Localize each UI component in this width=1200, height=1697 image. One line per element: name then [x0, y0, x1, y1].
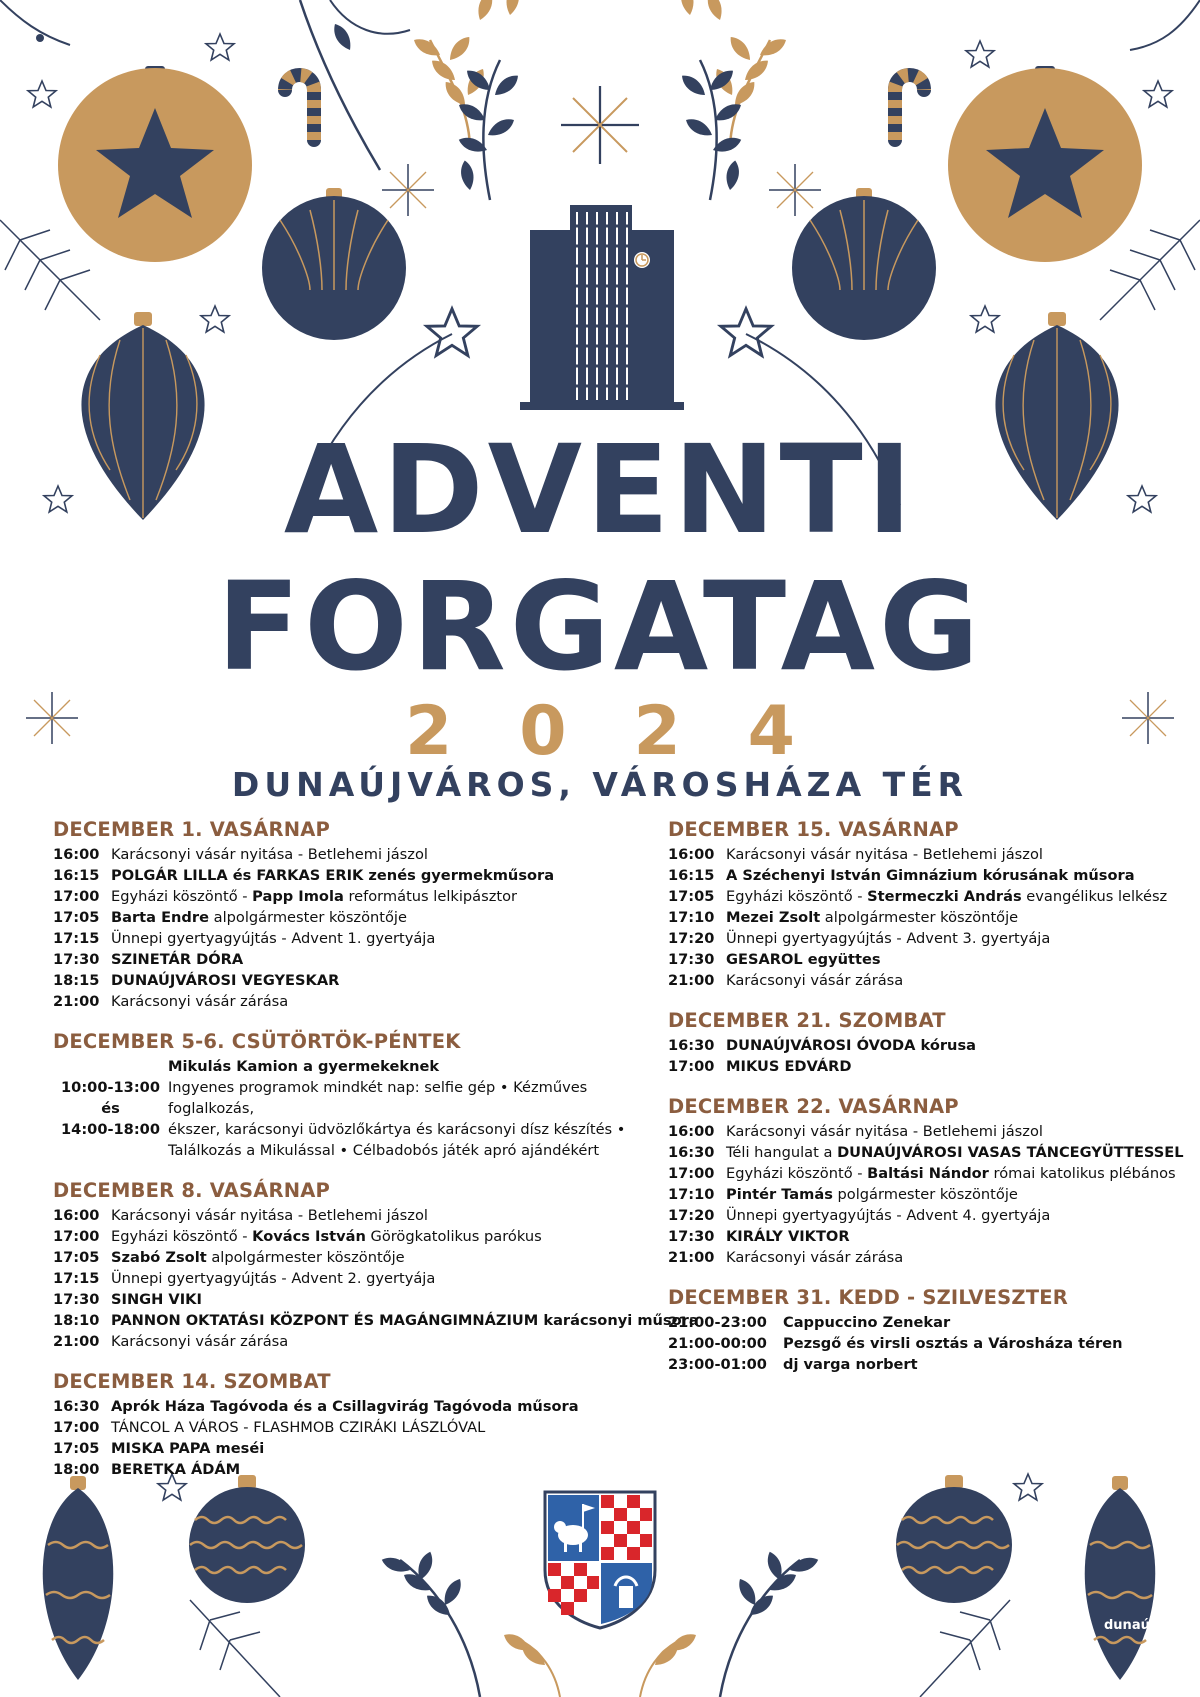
event-time: 16:00	[668, 846, 715, 863]
event-description	[726, 1142, 1184, 1163]
day-heading: DECEMBER 31. KEDD - SZILVESZTER	[668, 1286, 1068, 1309]
event-time: 16:30	[53, 1398, 100, 1415]
event-time: 17:05	[53, 909, 100, 926]
star-outline-icon	[28, 81, 56, 107]
day-block	[53, 1368, 653, 1480]
candy-cane-left-icon	[285, 75, 314, 140]
schedule-row	[53, 1459, 653, 1480]
event-description	[783, 1312, 1168, 1333]
event-text: alpolgármester köszöntője	[208, 909, 407, 926]
year-digit: 2	[633, 692, 681, 771]
event-time: 21:00-00:00	[668, 1335, 767, 1352]
event-text: Barta Endre	[111, 909, 209, 926]
event-description	[111, 1226, 653, 1247]
schedule-row	[668, 1035, 1168, 1056]
event-time: 17:00	[53, 1419, 100, 1436]
event-text: római katolikus plébános	[988, 1165, 1176, 1182]
event-text: református lelkipásztor	[343, 888, 518, 905]
event-description	[726, 1247, 1168, 1268]
day-block	[53, 1028, 653, 1161]
event-time: 17:00	[53, 888, 100, 905]
day-block	[668, 1093, 1184, 1268]
event-time: 18:10	[53, 1312, 100, 1329]
event-description	[726, 1226, 1168, 1247]
day-block	[53, 816, 653, 1012]
event-time: 17:30	[668, 951, 715, 968]
event-description	[111, 886, 653, 907]
star-outline-icon	[201, 306, 229, 332]
event-text: SZINETÁR DÓRA	[111, 951, 244, 968]
event-text: Mezei Zsolt	[726, 909, 821, 926]
event-description	[726, 1121, 1168, 1142]
event-time-conjunction: és	[101, 1100, 120, 1117]
event-time: 17:05	[53, 1440, 100, 1457]
event-text: SINGH VIKI	[111, 1291, 202, 1308]
snowflake-mid-right-icon	[1122, 692, 1174, 744]
schedule-row	[53, 844, 653, 865]
event-description	[111, 1289, 653, 1310]
event-description	[726, 970, 1168, 991]
schedule-row	[668, 1184, 1168, 1205]
event-time: 21:00	[668, 1249, 715, 1266]
schedule-row	[668, 1247, 1168, 1268]
bauble-right-icon	[792, 188, 936, 340]
schedule-row	[53, 1226, 653, 1247]
schedule-row	[668, 907, 1168, 928]
day-block	[668, 1284, 1168, 1375]
event-text: Ingyenes programok mindkét nap: selfie gép • Kézműves foglalkozás,	[168, 1079, 588, 1117]
star-outline-icon	[1014, 1474, 1042, 1500]
event-text: MIKUS EDVÁRD	[726, 1058, 852, 1075]
event-time: 17:15	[53, 930, 100, 947]
star-outline-icon	[427, 309, 477, 356]
event-description	[111, 1417, 653, 1438]
event-description	[111, 928, 653, 949]
location-subtitle: DUNAÚJVÁROS, VÁROSHÁZA TÉR	[231, 765, 969, 804]
event-text: Stermeczki András	[867, 888, 1022, 905]
event-text: GESAROL együttes	[726, 951, 881, 968]
title-line-2: FORGATAG	[216, 556, 984, 698]
event-time: 17:00	[53, 1228, 100, 1245]
event-time: 17:00	[668, 1058, 715, 1075]
event-text: BERETKA ÁDÁM	[111, 1461, 241, 1478]
day-heading: DECEMBER 22. VASÁRNAP	[668, 1095, 959, 1118]
event-text: Egyházi köszöntő -	[111, 888, 253, 905]
event-text: Karácsonyi vásár nyitása - Betlehemi jászol	[726, 1123, 1043, 1140]
year-digit: 0	[519, 692, 567, 771]
brand-text: dunaú	[1104, 1618, 1150, 1633]
event-description	[111, 1331, 653, 1352]
schedule-row	[668, 1354, 1168, 1375]
event-text: Téli hangulat a	[726, 1144, 838, 1161]
event-text: Baltási Nándor	[867, 1165, 989, 1182]
coat-of-arms-icon	[543, 1490, 657, 1630]
day-heading: DECEMBER 5-6. CSÜTÖRTÖK-PÉNTEK	[53, 1030, 461, 1053]
schedule-row	[53, 1331, 653, 1352]
event-description	[726, 865, 1168, 886]
event-text: Karácsonyi vásár nyitása - Betlehemi jászol	[726, 846, 1043, 863]
schedule-row	[668, 1142, 1184, 1163]
schedule-row	[668, 928, 1168, 949]
year-digit: 4	[747, 692, 795, 771]
schedule-row	[668, 886, 1168, 907]
event-description	[726, 1035, 1168, 1056]
teardrop-ornament-bottom-left-icon	[43, 1476, 114, 1680]
event-text: polgármester köszöntője	[832, 1186, 1018, 1203]
day-block	[668, 1007, 1168, 1077]
event-time: 17:10	[668, 909, 715, 926]
event-text: Ünnepi gyertyagyújtás - Advent 2. gyertyája	[111, 1270, 436, 1287]
schedule-row	[668, 949, 1168, 970]
event-description	[726, 949, 1168, 970]
event-description	[726, 1056, 1168, 1077]
year	[405, 692, 795, 772]
schedule-row	[53, 1417, 653, 1438]
event-text: TÁNCOL A VÁROS - FLASHMOB CZIRÁKI LÁSZLÓVAL	[111, 1419, 486, 1436]
schedule-row	[53, 907, 653, 928]
event-text: Karácsonyi vásár zárása	[726, 972, 904, 989]
event-description	[111, 970, 653, 991]
event-text: Egyházi köszöntő -	[726, 888, 868, 905]
schedule-row	[53, 970, 653, 991]
event-text: alpolgármester köszöntője	[206, 1249, 405, 1266]
pine-branch-right-icon	[1100, 220, 1200, 320]
snowflake-right-icon	[769, 164, 821, 216]
event-text: Karácsonyi vásár zárása	[726, 1249, 904, 1266]
event-time: 21:00	[668, 972, 715, 989]
mikulas-event	[53, 1056, 653, 1161]
event-text: Pintér Tamás	[726, 1186, 833, 1203]
event-time: 17:05	[668, 888, 715, 905]
event-description	[783, 1354, 1168, 1375]
schedule-row	[53, 1396, 653, 1417]
event-time: 21:00	[53, 993, 100, 1010]
event-text: evangélikus lelkész	[1021, 888, 1168, 905]
schedule-row	[668, 970, 1168, 991]
branch-blue-left-icon	[456, 60, 522, 200]
event-text: Pezsgő és virsli osztás a Városháza téren	[783, 1335, 1123, 1352]
event-text: Cappuccino Zenekar	[783, 1314, 951, 1331]
event-text: ékszer, karácsonyi üdvözlőkártya és karácsonyi dísz készítés •	[168, 1121, 626, 1138]
event-text: PANNON OKTATÁSI KÖZPONT ÉS MAGÁNGIMNÁZIUM karácsonyi műsora	[111, 1312, 699, 1329]
schedule-row	[53, 928, 653, 949]
event-description	[783, 1333, 1168, 1354]
event-text: Karácsonyi vásár nyitása - Betlehemi jászol	[111, 846, 428, 863]
event-time: 17:30	[668, 1228, 715, 1245]
event-time: 21:00-23:00	[668, 1314, 767, 1331]
teardrop-ornament-bottom-right-icon	[1085, 1476, 1156, 1680]
schedule-row	[53, 949, 653, 970]
event-text: Papp Imola	[252, 888, 344, 905]
event-time-range	[53, 1056, 168, 1161]
schedule-row	[668, 1333, 1168, 1354]
event-description	[111, 1396, 653, 1417]
event-description	[111, 991, 653, 1012]
event-time: 18:15	[53, 972, 100, 989]
event-text: KIRÁLY VIKTOR	[726, 1228, 850, 1245]
event-text: Találkozás a Mikulással • Célbadobós játék apró ajándékért	[168, 1142, 600, 1159]
event-time: 16:15	[53, 867, 100, 884]
event-text: Karácsonyi vásár zárása	[111, 993, 289, 1010]
day-block	[668, 816, 1168, 991]
event-description	[726, 1184, 1168, 1205]
event-text: Ünnepi gyertyagyújtás - Advent 1. gyertyája	[111, 930, 436, 947]
year-digit: 2	[405, 692, 453, 771]
event-description	[111, 949, 653, 970]
event-time: 18:00	[53, 1461, 100, 1478]
event-description	[111, 1310, 699, 1331]
event-time: 17:30	[53, 951, 100, 968]
pine-branch-left-icon	[0, 220, 100, 320]
event-time: 16:00	[53, 1207, 100, 1224]
candy-cane-right-icon	[895, 75, 924, 140]
schedule-row	[53, 1268, 653, 1289]
star-ornament-right-icon	[948, 66, 1142, 262]
event-time: 17:00	[668, 1165, 715, 1182]
schedule-row	[668, 865, 1168, 886]
event-time: 16:30	[668, 1144, 715, 1161]
event-text: Egyházi köszöntő -	[111, 1228, 253, 1245]
event-description	[111, 844, 653, 865]
event-time: 16:00	[668, 1123, 715, 1140]
star-outline-icon	[966, 41, 994, 67]
event-description	[726, 907, 1168, 928]
event-text: Ünnepi gyertyagyújtás - Advent 3. gyertyája	[726, 930, 1051, 947]
event-text: A Széchenyi István Gimnázium kórusának műsora	[726, 867, 1135, 884]
bauble-bottom-right-icon	[896, 1475, 1012, 1603]
day-heading: DECEMBER 1. VASÁRNAP	[53, 818, 331, 841]
event-text: Egyházi köszöntő -	[726, 1165, 868, 1182]
event-description	[111, 907, 653, 928]
schedule-row	[53, 1205, 653, 1226]
city-hall-tower-icon	[520, 205, 684, 410]
event-description	[111, 1268, 653, 1289]
event-text: Szabó Zsolt	[111, 1249, 207, 1266]
event-time: 14:00-18:00	[61, 1121, 160, 1138]
snowflake-top-icon	[561, 86, 639, 164]
event-time: 17:20	[668, 930, 715, 947]
schedule-row	[668, 1226, 1168, 1247]
schedule-row	[53, 1310, 699, 1331]
event-text: DUNAÚJVÁROSI ÓVODA kórusa	[726, 1037, 976, 1054]
day-heading: DECEMBER 8. VASÁRNAP	[53, 1179, 331, 1202]
event-time: 16:15	[668, 867, 715, 884]
snowflake-left-icon	[382, 164, 434, 216]
event-description	[111, 1205, 653, 1226]
event-text: DUNAÚJVÁROSI VASAS TÁNCEGYÜTTESSEL	[837, 1144, 1184, 1161]
event-text: MISKA PAPA meséi	[111, 1440, 265, 1457]
day-heading: DECEMBER 21. SZOMBAT	[668, 1009, 946, 1032]
snowflake-mid-left-icon	[26, 692, 78, 744]
schedule-row	[53, 1247, 653, 1268]
event-description	[726, 1163, 1176, 1184]
star-outline-icon	[1144, 81, 1172, 107]
day-heading: DECEMBER 15. VASÁRNAP	[668, 818, 959, 841]
event-text: alpolgármester köszöntője	[820, 909, 1019, 926]
event-time: 17:05	[53, 1249, 100, 1266]
event-time: 23:00-01:00	[668, 1356, 767, 1373]
schedule-row	[53, 886, 653, 907]
event-text: Karácsonyi vásár zárása	[111, 1333, 289, 1350]
event-time: 10:00-13:00	[61, 1079, 160, 1096]
event-time: 16:00	[53, 846, 100, 863]
schedule-right-column	[668, 816, 1184, 1391]
event-time: 17:30	[53, 1291, 100, 1308]
event-description	[111, 865, 653, 886]
star-outline-icon	[721, 309, 771, 356]
event-text: POLGÁR LILLA és FARKAS ERIK zenés gyermekműsora	[111, 867, 555, 884]
event-description	[726, 886, 1168, 907]
schedule-row	[668, 1056, 1168, 1077]
event-text: dj varga norbert	[783, 1356, 918, 1373]
bauble-left-icon	[262, 188, 406, 340]
event-time: 17:15	[53, 1270, 100, 1287]
event-time: 21:00	[53, 1333, 100, 1350]
event-description	[111, 1247, 653, 1268]
star-ornament-left-icon	[58, 66, 252, 262]
event-text: DUNAÚJVÁROSI VEGYESKAR	[111, 972, 340, 989]
event-description	[726, 844, 1168, 865]
schedule-row	[668, 1121, 1168, 1142]
day-heading: DECEMBER 14. SZOMBAT	[53, 1370, 331, 1393]
title-line-1: ADVENTI	[283, 419, 917, 561]
schedule-row	[668, 1205, 1168, 1226]
event-text: Karácsonyi vásár nyitása - Betlehemi jászol	[111, 1207, 428, 1224]
event-text: Aprók Háza Tagóvoda és a Csillagvirág Tagóvoda műsora	[111, 1398, 579, 1415]
schedule-row	[53, 1289, 653, 1310]
event-text: Ünnepi gyertyagyújtás - Advent 4. gyertyája	[726, 1207, 1051, 1224]
schedule-row	[668, 1312, 1168, 1333]
event-description	[726, 928, 1168, 949]
event-time: 17:20	[668, 1207, 715, 1224]
star-outline-icon	[971, 306, 999, 332]
star-outline-icon	[206, 34, 234, 60]
event-description	[111, 1438, 653, 1459]
event-text: Görögkatolikus parókus	[365, 1228, 542, 1245]
schedule-row	[53, 1438, 653, 1459]
schedule-row	[53, 991, 653, 1012]
event-text: Kovács István	[252, 1228, 366, 1245]
schedule-row	[53, 865, 653, 886]
schedule-row	[668, 844, 1168, 865]
event-description	[168, 1056, 653, 1161]
schedule-row	[668, 1163, 1176, 1184]
event-description	[726, 1205, 1168, 1226]
event-time: 16:30	[668, 1037, 715, 1054]
event-time: 17:10	[668, 1186, 715, 1203]
event-text: Mikulás Kamion a gyermekeknek	[168, 1058, 440, 1075]
event-description	[111, 1459, 653, 1480]
